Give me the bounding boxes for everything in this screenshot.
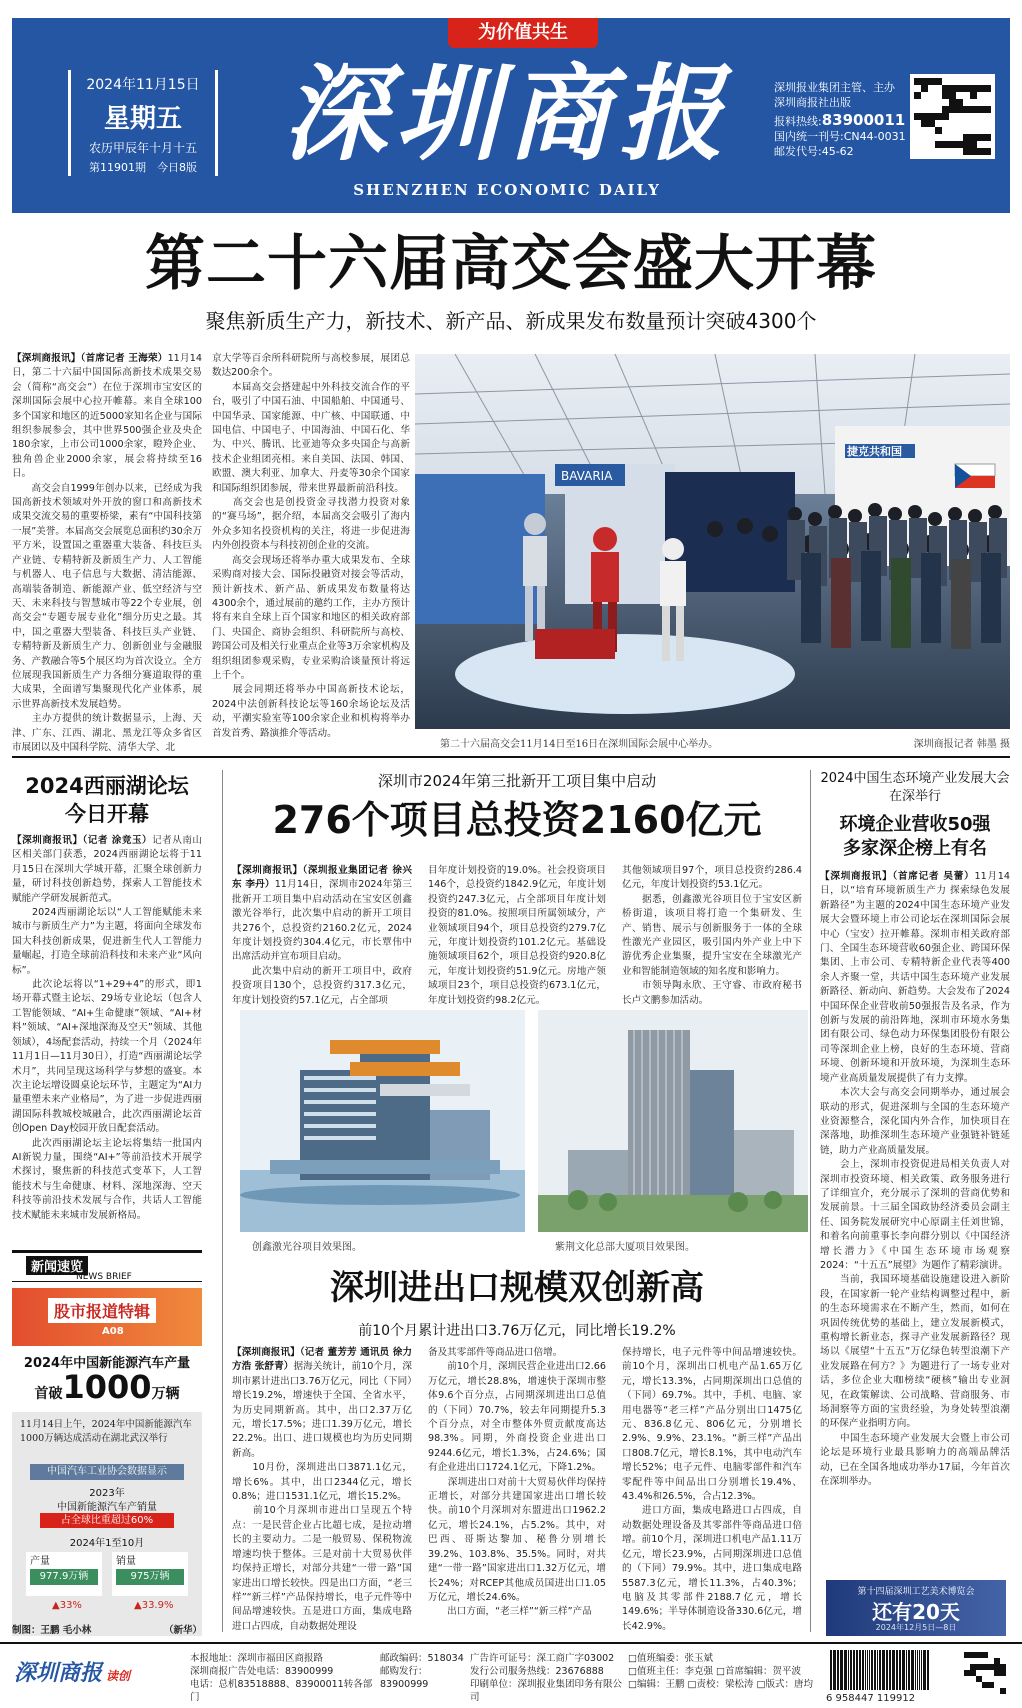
center-headline: 276个项目总投资2160亿元: [272, 798, 762, 842]
craft-expo-ad-text: 第十四届深圳工艺美术博览会: [857, 1587, 975, 1597]
lead-photo: [415, 354, 1010, 729]
nev-year: 2023年: [89, 1488, 125, 1499]
left-story-title-2: 今日开幕: [65, 802, 149, 826]
photo-booth-sign: BAVARIA: [561, 469, 613, 483]
nev-number: 1000: [62, 1368, 152, 1406]
infographic-source: （新华）: [163, 1625, 202, 1636]
qr-code-icon[interactable]: [910, 74, 995, 159]
nev-production-growth: ▲33%: [52, 1600, 82, 1611]
center-kicker: 深圳市2024年第三批新开工项目集中启动: [377, 772, 657, 790]
footer: [0, 1642, 1022, 1708]
date-box: [68, 70, 218, 176]
craft-expo-ad-dates: 2024年12月5日—8日: [875, 1623, 957, 1632]
lead-dateline: 【深圳商报讯】（首席记者 王海荣）: [12, 353, 168, 364]
left-column-divider: [222, 770, 223, 1632]
newspaper-logo-en: SHENZHEN ECONOMIC DAILY: [353, 181, 661, 199]
trade-column-1: 【深圳商报讯】（记者 董芳芳 通讯员 徐力 方浩 张舒青）据海关统计，前10个月，深圳市累计进出口3.76万亿元，同比（下同）增长19.2%，增速快于全国、全省水平，为历史同期新高。其中，出口2.37万亿元，增长17.5%；进口1.39万亿元，增长22.2%。出口、进口规模也均为历史同期新高。 10月份，深圳进出口3871.1亿元，增长6%。其中，出口2344亿元，增长0.8%；进口1531.1亿元，增长15.2%。 前10个月深圳市进出口呈现五个特点：一是民营企业占比超七成，是拉动增长的主要动力。二是一般贸易、保税物流增速均快于整体。三是对前十大贸易伙伴均保持正增长，对部分共建“一带一路”国家进出口增长较快。四是出口方面，“老三样”“新三样”产品保持增长，电子元件等中间品增速较快。五是进口方面，集成电路进口占四成，自动数据处理设: [232, 1347, 412, 1632]
nev-headline: [12, 1368, 202, 1406]
left-story-dateline: 【深圳商报讯】（记者 涂竞玉）: [12, 835, 153, 846]
nev-stat-label: 中国新能源汽车产销量: [57, 1502, 157, 1513]
photo-banner-text: 捷克共和国: [847, 445, 902, 458]
infographic-credit: 制图：王鹏 毛小林: [12, 1625, 92, 1636]
footer-logo-tag: 读创: [106, 1669, 131, 1683]
nev-line-1: 2024年中国新能源汽车产量: [23, 1356, 191, 1371]
center-image-2: [538, 1010, 808, 1232]
stock-promo-page: A08: [102, 1326, 124, 1337]
center-column-1: 【深圳商报讯】（深圳报业集团记者 徐兴东 李丹）11月14日，深圳市2024年第三批新开工项目集中启动活动在宝安区创鑫激光谷举行，此次集中启动的新开工项目共276个，总投资约2160.2亿元，2024年度计划投资约304.4亿元，市长覃伟中出席活动并宣布项目启动。 此次集中启动的新开工项目中，政府投资项目130个，总投资约317.3亿元，年度计划投资约57.1亿元，占全部项: [232, 865, 412, 1006]
nev-period: 2024年1至10月: [69, 1538, 145, 1549]
center-image-1-caption: 创鑫激光谷项目效果图。: [252, 1242, 362, 1253]
nev-production-card: [26, 1552, 102, 1596]
news-brief-header: [12, 1250, 202, 1282]
nev-unit: 万辆: [151, 1386, 180, 1402]
masthead-tagline: 为价值共生: [448, 18, 598, 48]
cn-code: 国内统一刊号:CN44-0031: [774, 130, 906, 143]
footer-col-3: 广告许可证号：深工商广字03002 发行公司服务热线：23676888 印刷单位：深圳报业集团印务有限公司: [470, 1653, 623, 1703]
hotline-number: 83900011: [821, 111, 906, 129]
right-story-title-2: 多家深企榜上有名: [843, 838, 987, 859]
center-column-3: 其他领域项目97个，项目总投资约286.4亿元，年度计划投资约53.1亿元。 据悉，创鑫激光谷项目位于宝安区新桥街道，该项目将打造一个集研发、生产、销售、展示与创新服务于一体的全球性激光产业园区，吸引国内外产业上中下游优秀企业集聚，提升宝安在全球激光产业和智能制造领域的知名度和影响力。 市领导陶永欣、王守睿、市政府秘书长卢文鹏参加活动。: [622, 865, 802, 1006]
news-brief-en: NEWS BRIEF: [76, 1272, 132, 1282]
right-story-kicker: 2024中国生态环境产业发展大会在深举行: [820, 771, 1010, 804]
left-story-body: 【深圳商报讯】（记者 涂竞玉）记者从南山区相关部门获悉，2024西丽湖论坛将于11月15日在深圳大学城开幕，汇聚全球创新力量，研讨科技创新趋势，探索人工智能技术赋能产学研发展新范式。 2024西丽湖论坛以“人工智能赋能未来城市与新质生产力”为主题，将面向全球发布国大科技创新成果，促进新生代人工智能力量崛起，打造全球前沿科技和未来产业“风向标”。 此次论坛将以“1+29+4”的形式，即1场开幕式暨主论坛、29场专业论坛（包含人工智能领域、“AI+生命健康”领域、“AI+材料”领域、“AI+深地深海及空天”领域、其他领域），4场配套活动，持续一个月（2024年11月1日—11月30日），打造“西丽湖论坛学术月”，共同呈现这场科学与梦想的盛宴。本次主论坛增设圆桌论坛环节，主题定为“AI力量重塑未来产业格局”，为了进一步促进西丽湖国际科教城校城融合，此次西丽湖论坛首创Open Day校园开放日配套活动。 此次西丽湖论坛主论坛将集结一批国内AI新锐力量，围绕“AI+”等前沿技术开展学术探讨，聚焦新的科技范式变革下，人工智能技术与生命健康、材料、深地深海、空天科技等前沿技术发展与合作，共话人工智能技术赋能未来城市发展新格局。: [12, 835, 202, 1221]
nev-prefix: 首破: [34, 1386, 63, 1402]
craft-expo-ad-countdown: 还有20天: [872, 1600, 960, 1624]
nev-sales-value: 975万辆: [116, 1569, 184, 1585]
publisher-info: [774, 80, 906, 159]
trade-column-2: 备及其零部件等商品进口倍增。 前10个月，深圳民营企业进出口2.66万亿元，增长28.8%，增速快于深圳市整体9.6个百分点，占同期深圳进出口总值的（下同）70.7%，较去年同期提升5.3个百分点，对全市整体外贸贡献度高达98.3%。同期，外商投资企业进出口9244.6亿元，增长1.3%，占24.6%；国有企业进出口1724.1亿元，下降1.2%。 深圳进出口对前十大贸易伙伴均保持正增长，对部分共建国家进出口增长较快。前10个月深圳对东盟进出口1962.2亿元，增长24.1%，占5.2%。其中，对巴西、哥斯达黎加、秘鲁分别增长39.2%、103.8%、35.5%。同时，对共建“一带一路”国家进出口1.32万亿元，增长24%；对RCEP其他成员国进出口1.05万亿元，增长24.6%。 出口方面，“老三样”“新三样”产品: [428, 1347, 606, 1618]
news-brief-label: 新闻速览: [26, 1256, 88, 1275]
left-story-title-1: 2024西丽湖论坛: [25, 774, 189, 798]
trade-column-3: 保持增长，电子元件等中间品增速较快。前10个月，深圳出口机电产品1.65万亿元，增长13.3%，占同期深圳出口总值的（下同）69.7%。其中，手机、电脑、家用电器等“老三样”产品分别出口1475亿元、836.8亿元、806亿元，分别增长2.9%、9.9%、23.1%。“新三样”产品出口808.7亿元，增长8.1%，其中电动汽车增长52%；电子元件、电脑零部件和汽车零配件等中间品出口分别增长19.4%、43.4%和26.5%，合占12.3%。 进口方面，集成电路进口占四成，自动数据处理设备及其零部件等商品进口倍增。前10个月，深圳进口机电产品1.11万亿元，增长23.9%，占同期深圳进口总值的（下同）79.9%。其中，进口集成电路5587.3亿元，增长11.3%，占40.3%；电脑及其零部件2188.7亿元，增长149.6%；半导体制造设备330.6亿元，增长42.9%。: [622, 1347, 802, 1632]
craft-expo-ad[interactable]: [826, 1580, 1006, 1636]
masthead: [12, 18, 1010, 213]
stock-promo-banner[interactable]: [12, 1288, 202, 1346]
nev-share: 占全球比重超过60%: [40, 1513, 174, 1528]
lead-column-2: 京大学等百余所科研院所与高校参展，展团总数达200余个。 本届高交会搭建起中外科技交流合作的平台，吸引了中国石油、中国船舶、中国通号、中国华录、国家能源、中广核、中国联通、中国电信、中国电子、中国海油、中国石化、华为、中兴、腾讯、比亚迪等众多央国企与高新技术企业组团亮相。来自美国、法国、韩国、欧盟、澳大利亚、加拿大、丹麦等30余个国家和国际组织团参展，带来世界最新前沿科技。 高交会也是创投资金寻找潜力投资对象的“赛马场”，据介绍，本届高交会吸引了海内外众多知名投资机构的关注，将进一步促进海内外创投资本与科技初创企业的交流。 高交会现场还将举办重大成果发布、全球采购商对接大会、国际投融资对接会等活动，预计新技术、新产品、新成果发布数量将达4300余个，通过展前的邀约工作，主办方预计将有来自全球上百个国家和地区的相关政府部门、央国企、商协会组织、科研院所与高校、跨国公司及相关行业重点企业等3万余家机构及组织组团参观采购，专业采购洽谈量预计将远上千个。 展会同期还将举办中国高新技术论坛，2024中法创新科技论坛等160余场论坛及活动，平潮实验室等100余家企业和机构将举办首发首秀、路演推介等活动。: [212, 353, 410, 739]
barcode-icon: [830, 1650, 930, 1692]
newspaper-logo: 深圳商报: [282, 52, 731, 175]
nev-caption: 11月14日上午，2024年中国新能源汽车1000万辆达成活动在湖北武汉举行: [20, 1419, 192, 1444]
right-column-divider: [810, 770, 811, 1632]
issue-date: 2024年11月15日: [86, 77, 200, 93]
lunar-date: 农历甲辰年十月十五: [88, 141, 197, 155]
nev-infographic: [12, 1412, 202, 1636]
nev-sales-label: 销量: [116, 1556, 136, 1567]
barcode-number: 6 958447 119912: [826, 1693, 916, 1704]
nev-sales-card: [112, 1552, 188, 1596]
right-story-dateline: 【深圳商报讯】（首席记者 吴蕾）: [820, 871, 975, 882]
lead-column-1: 【深圳商报讯】（首席记者 王海荣）11月14日，第二十六届中国国际高新技术成果交易会（简称“高交会”）在位于深圳市宝安区的深圳国际会展中心拉开帷幕。来自全球100多个国家和地区的近5000家知名企业与国际组织参展参会，其中世界500强企业及央企180余家，上市公司1000余家，瞪羚企业、独角兽企业2000余家，展会将持续至16日。 高交会自1999年创办以来，已经成为我国高新技术领域对外开放的窗口和高新技术成果交流交易的重要桥梁，素有“中国科技第一展”美誉。本届高交会展览总面积约30余万平方米，设置国之重器重大装备、科技巨头产业链、专精特新及新质生产力、人工智能与机器人、电子信息与大数据、清洁能源、高端装备制造、新能源产业、低空经济与空天、未来科技与智慧城市等22个专业展，创高交会“专题专展专业化”细分历史之最。其中，国之重器大型装备、科技巨头产业链、专精特新及新质生产力、创新创业与金融服务、产教融合等5个展区均为首次设立。全方位展现我国新质生产力各细分赛道取得的重大成果，全面谱写集聚现代化产业体系，展示世界高新技术发展趋势。 主办方提供的统计数据显示，上海、天津、广东、江西、湖北、黑龙江等众多省区市展团以及中国科学院、清华大学、北: [12, 353, 202, 752]
footer-qr-code-icon[interactable]: [960, 1648, 1010, 1698]
center-column-2: 目年度计划投资的19.0%。社会投资项目146个，总投资约1842.9亿元，年度计划投资约247.3亿元，占全部项目年度计划投资的81.0%。按照项目所属领域分，产业领域项目94个，项目总投资约279.7亿元，年度计划投资约101.2亿元。基础设施领域项目62个，项目总投资约920.8亿元，年度计划投资约51.9亿元。房地产领域项目23个，项目总投资约673.1亿元，年度计划投资约98.2亿元。: [428, 865, 606, 1006]
hotline-label: 报料热线:: [774, 115, 822, 128]
footer-col-1: 本报地址：深圳市福田区商报路 深圳商报广告处电话：83900999 电话：总机83518888、83900011转各部门: [190, 1653, 373, 1703]
lead-subhead: 聚焦新质生产力，新技术、新产品、新成果发布数量预计突破4300个: [205, 309, 817, 333]
trade-dateline: 【深圳商报讯】（记者 董芳芳 通讯员 徐力 方浩 张舒青）: [232, 1347, 412, 1373]
lead-photo-credit: 深圳商报记者 韩墨 摄: [913, 739, 1010, 750]
right-story-body: 【深圳商报讯】（首席记者 吴蕾）11月14日，以“培育环境新质生产力 探索绿色发展新路径”为主题的2024中国生态环境产业发展大会暨环境上市公司论坛在深圳国际会展中心（宝安）拉开帷幕。深圳市相关政府部门、全国生态环境营收60强企业、跨国环保集团、上市公司、专精特新企业代表等400余人齐聚一堂，共话中国生态环境产业发展新路径、新动向、新趋势。大会发布了2024中国环保企业营收前50强报告及名录，作为创新与发展的前沿阵地，深圳市环境水务集团有限公司、绿色动力环保集团股份有限公司等深圳企业上榜，良好的生态环境、营商环境、创新环境和开放环境，为深圳生态环境产业高质量发展提供了有力支撑。 本次大会与高交会同期举办，通过展会联动的形式，促进深圳与全国的生态环境产业资源整合，深化国内外合作，加快项目在深落地，助推深圳生态环境产业强链补链延链，助力产业高质量发展。 会上，深圳市投资促进局相关负责人对深圳市投资环境、相关政策、政务服务进行了详细宣介，充分展示了深圳的营商优势和发展前景。十三届全国政协经济委员会副主任、国务院发展研究中心原副主任刘世锦，和着名向前重事长李向群分别以《中国经济增长潜力》《中国生态环境市场观察2024：“十五五”展望》为题作了精彩演讲。 当前，我国环境基础设施建设进入新阶段，在国家新一轮产业结构调整过程中，新的生态环境需求在不断产生，然而，如何在巩固传统优势的基础上，建立发展新模式，重构增长新业态，探寻产业发展新路径？现场以《展望“十五五”万亿绿色转型浪潮下产业发展路在何方？》为题进行了一场专业对话，多位企业大咖榜续“硬核”输出专业洞见，在政策解读、公司战略、营商服务、市场洞察等方面的宝贵经验，为身处转型浪潮的环保产业指明方向。 中国生态环境产业发展大会暨上市公司论坛是环境行业最具影响力的高端品牌活动，已在全国各地成功举办17届，今年首次在深圳举办。: [820, 871, 1010, 1488]
lead-headline: 第二十六届高交会盛大开幕: [145, 229, 877, 299]
footer-col-2: 邮政编码：518034 邮购发行：83900999: [380, 1653, 464, 1690]
center-dateline: 【深圳商报讯】（深圳报业集团记者 徐兴东 李丹）: [232, 865, 412, 891]
publisher-line-1: 深圳报业集团主管、主办: [774, 81, 895, 94]
stock-promo-title: 股市报道特辑: [48, 1298, 156, 1323]
publisher-line-2: 深圳商报社出版: [774, 96, 851, 109]
trade-headline: 深圳进出口规模双创新高: [330, 1268, 704, 1308]
weekday: 星期五: [103, 104, 182, 134]
footer-logo: 深圳商报 读创: [14, 1660, 131, 1686]
nev-production-value: 977.9万辆: [30, 1569, 98, 1585]
postal-code: 邮发代号:45-62: [774, 145, 854, 158]
nev-production-label: 产量: [30, 1556, 50, 1567]
trade-subhead: 前10个月累计进出口3.76万亿元，同比增长19.2%: [358, 1323, 676, 1339]
nev-sales-growth: ▲33.9%: [134, 1600, 174, 1611]
section-divider: [12, 756, 1010, 758]
nev-source: 中国汽车工业协会数据显示: [30, 1464, 184, 1480]
footer-col-4: □值班编委：张玉斌 □值班主任：李克强 □首席编辑：贺平波 □编辑：王鹏 □责校：梁松涛 □版式：唐均: [628, 1653, 813, 1690]
right-story-title-1: 环境企业营收50强: [839, 814, 991, 835]
lead-photo-caption: 第二十六届高交会11月14日至16日在深圳国际会展中心举办。: [440, 739, 719, 750]
issue-number: 第11901期 今日8版: [89, 161, 197, 174]
center-image-2-caption: 紫荆文化总部大厦项目效果图。: [555, 1242, 695, 1253]
center-image-1: [240, 1010, 525, 1232]
